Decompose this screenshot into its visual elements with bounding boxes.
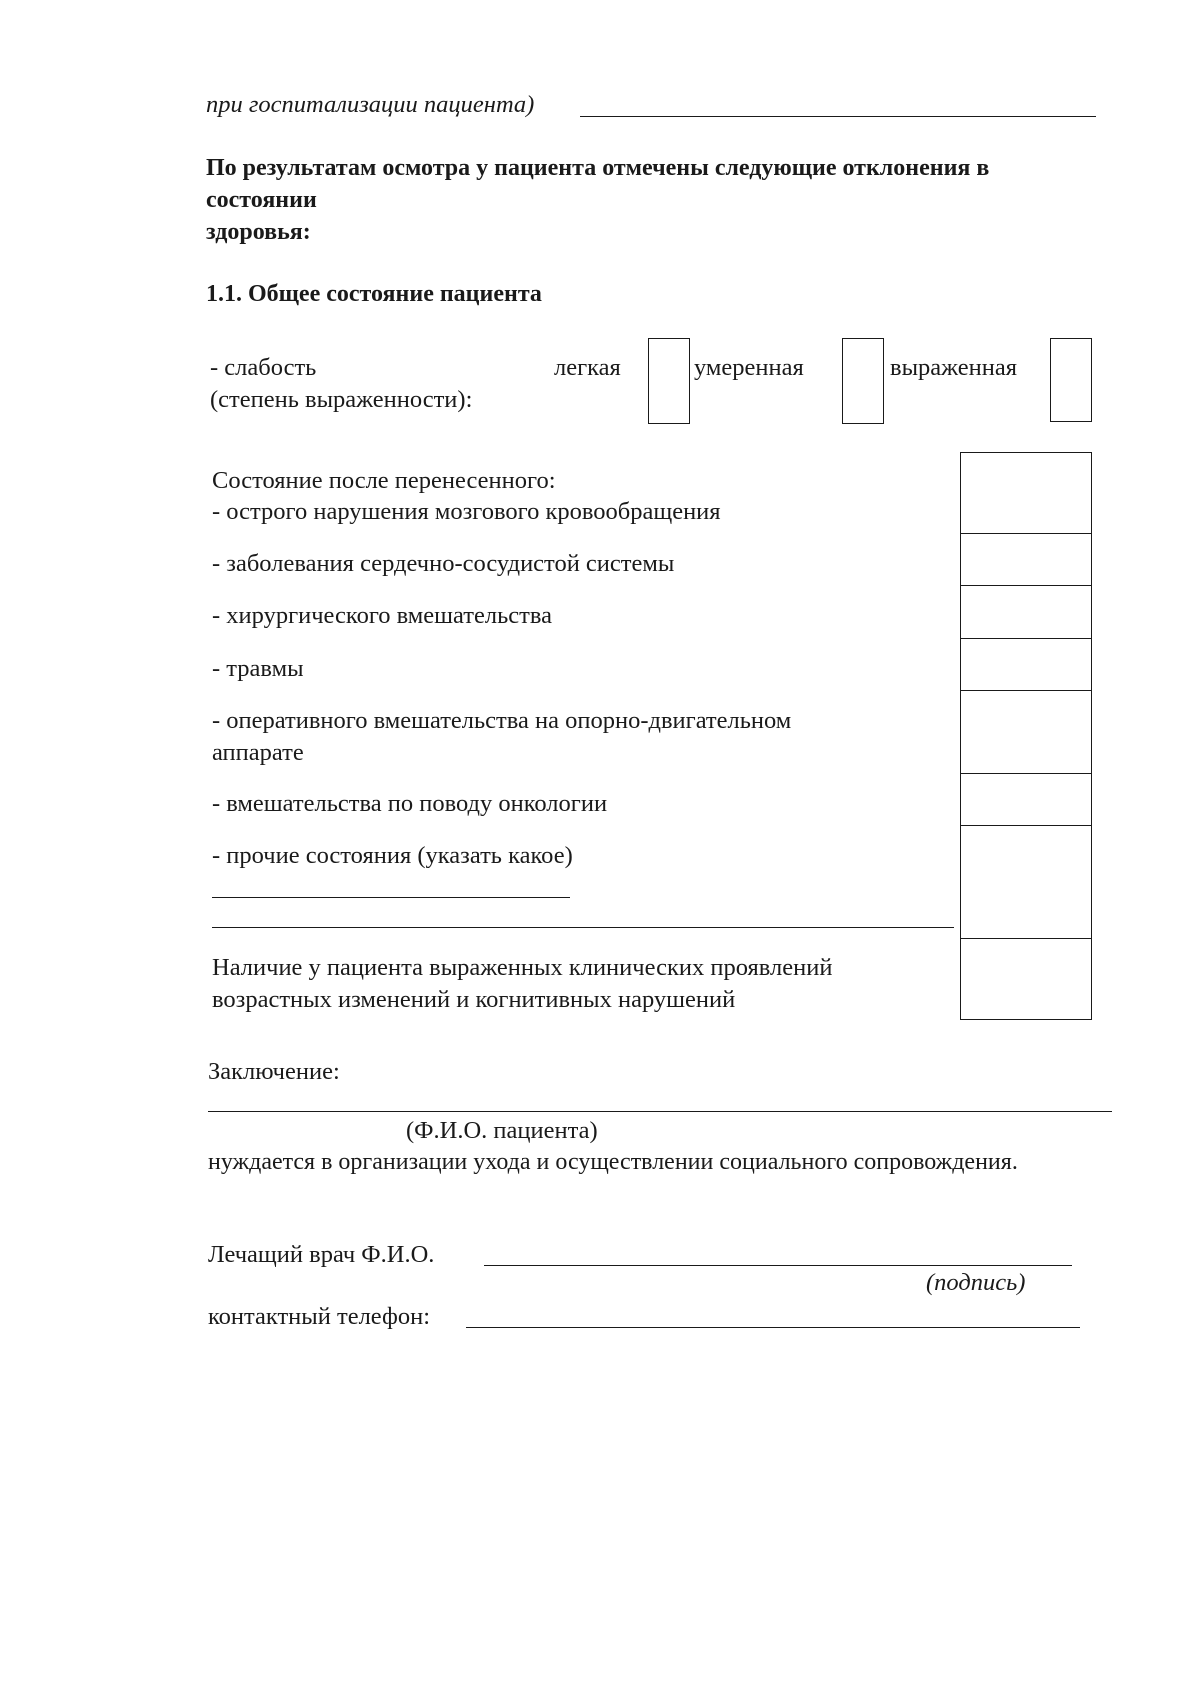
patient-fio-caption: (Ф.И.О. пациента) — [406, 1117, 598, 1144]
doctor-fio-line[interactable] — [484, 1265, 1072, 1266]
weakness-option-mild-label: легкая — [554, 354, 621, 381]
intro-line-2: состоянии — [206, 187, 317, 213]
intro-line-1: По результатам осмотра у пациента отмечены следующие отклонения в — [206, 155, 990, 181]
weakness-option-moderate-label: умеренная — [694, 354, 804, 381]
conditions-heading: Состояние после перенесенного: — [212, 467, 556, 494]
doctor-fio-label: Лечащий врач Ф.И.О. — [208, 1241, 435, 1268]
header-prefix: при госпитализации пациента) — [206, 91, 535, 118]
conclusion-statement: нуждается в организации ухода и осуществлении социального сопровождения. — [208, 1149, 1018, 1175]
weakness-option-severe-label: выраженная — [890, 354, 1017, 381]
conclusion-patient-name-line[interactable] — [208, 1111, 1112, 1112]
weakness-severe-checkbox[interactable] — [1050, 338, 1092, 422]
condition-item: - прочие состояния (указать какое) — [212, 842, 573, 869]
weakness-sublabel: (степень выраженности): — [210, 386, 473, 413]
phone-label: контактный телефон: — [208, 1303, 431, 1330]
acute-cerebrovascular-checkbox[interactable] — [962, 454, 1090, 532]
condition-item: - острого нарушения мозгового кровообращения — [212, 498, 721, 525]
weakness-mild-checkbox[interactable] — [648, 338, 690, 424]
cardiovascular-checkbox[interactable] — [962, 534, 1090, 584]
conclusion-label: Заключение: — [208, 1058, 340, 1085]
other-condition-fill-line[interactable] — [212, 897, 570, 898]
musculoskeletal-surgery-checkbox[interactable] — [962, 691, 1090, 772]
other-condition-fill-line-2[interactable] — [212, 927, 954, 928]
signature-caption: (подпись) — [926, 1269, 1026, 1296]
clinical-manifestations-checkbox[interactable] — [962, 939, 1090, 1018]
condition-item-continuation: аппарате — [212, 739, 304, 766]
condition-item: - вмешательства по поводу онкологии — [212, 790, 608, 817]
other-conditions-checkbox[interactable] — [962, 826, 1090, 937]
condition-item: - хирургического вмешательства — [212, 602, 552, 629]
section-title: 1.1. Общее состояние пациента — [206, 281, 542, 307]
clinical-manifestations-line-1: Наличие у пациента выраженных клинических проявлений — [212, 954, 833, 981]
weakness-moderate-checkbox[interactable] — [842, 338, 884, 424]
intro-line-3: здоровья: — [206, 219, 311, 245]
condition-item: - оперативного вмешательства на опорно-двигательном — [212, 707, 792, 734]
phone-line[interactable] — [466, 1327, 1080, 1328]
trauma-checkbox[interactable] — [962, 639, 1090, 689]
condition-item: - травмы — [212, 655, 304, 682]
condition-item: - заболевания сердечно-сосудистой системы — [212, 550, 675, 577]
oncology-checkbox[interactable] — [962, 774, 1090, 824]
weakness-label: - слабость — [210, 354, 317, 381]
header-fill-line[interactable] — [580, 116, 1096, 117]
clinical-manifestations-line-2: возрастных изменений и когнитивных нарушений — [212, 986, 736, 1013]
surgical-intervention-checkbox[interactable] — [962, 586, 1090, 637]
